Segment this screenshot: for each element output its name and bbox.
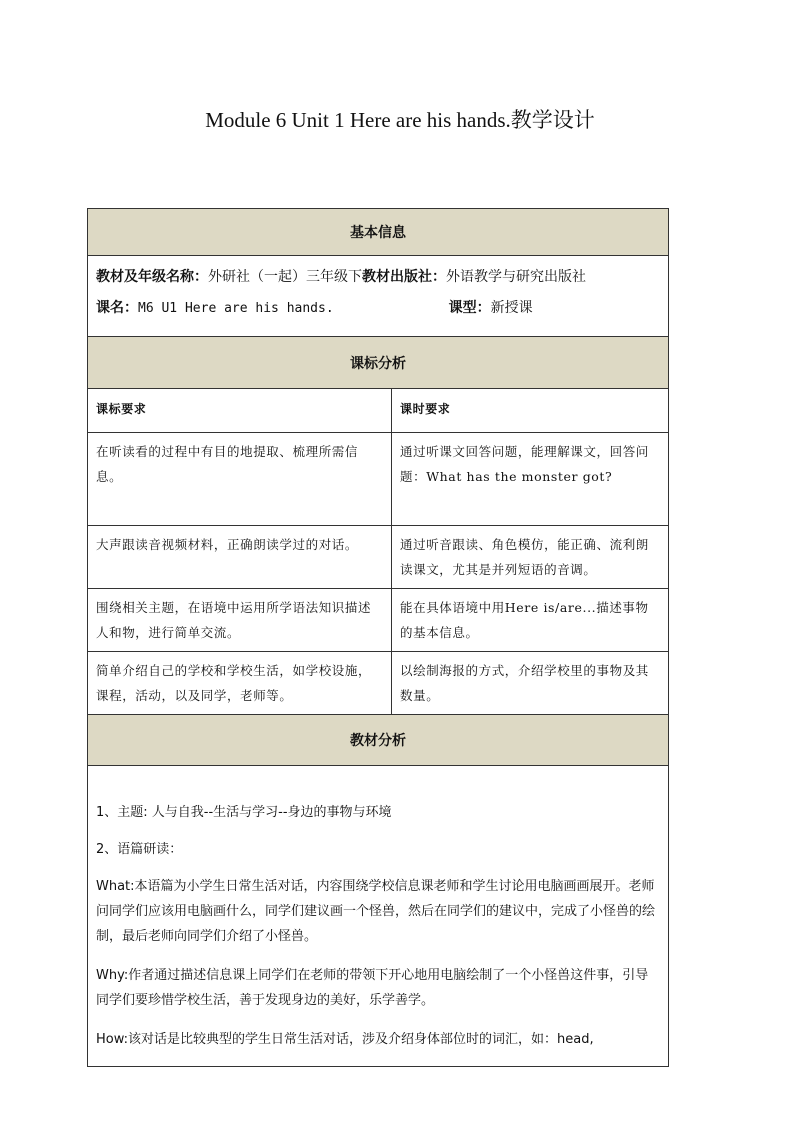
standards-col-left: 课标要求 [88,389,392,433]
material-header: 教材分析 [88,715,669,766]
document-title: Module 6 Unit 1 Here are his hands.教学设计 [205,108,595,132]
standards-col-right: 课时要求 [392,389,669,433]
standards-row-2-left: 大声跟读音视频材料，正确朗读学过的对话。 [88,526,392,589]
standards-row-3-right: 能在具体语境中用Here is/are...描述事物的基本信息。 [392,589,669,652]
material-reading: 2、语篇研读： [96,842,183,857]
standards-row-2-right: 通过听音跟读、角色模仿，能正确、流利朗读课文，尤其是并列短语的音调。 [392,526,669,589]
standards-row-4-left: 简单介绍自己的学校和学校生活，如学校设施，课程，活动，以及同学，老师等。 [88,652,392,715]
material-what [96,874,660,949]
material-theme: 1、主题: 人与自我--生活与学习--身边的事物与环境 [96,805,392,820]
material-how [96,1027,660,1052]
standards-row-1-left: 在听读看的过程中有目的地提取、梳理所需信息。 [88,433,392,526]
standards-row-1-right: 通过听课文回答问题，能理解课文，回答问题：What has the monster got? [392,433,669,526]
textbook-line [96,266,660,297]
type-label: 课型： [448,300,491,316]
publisher-label: 教材出版社： [362,269,446,285]
lesson-plan-table [87,208,669,1067]
why-label: Why: [96,968,129,983]
material-body [88,766,669,1067]
standards-row-3-left: 围绕相关主题，在语境中运用所学语法知识描述人和物，进行简单交流。 [88,589,392,652]
what-label: What: [96,879,135,894]
textbook-value: 外研社（一起）三年级下 [208,269,362,285]
standards-header: 课标分析 [88,337,669,389]
basic-info-cell [88,256,669,337]
material-why [96,963,660,1013]
basic-info-header: 基本信息 [88,209,669,256]
how-text: 该对话是比较典型的学生日常生活对话，涉及介绍身体部位时的词汇，如：head, [128,1032,594,1047]
what-text: 本语篇为小学生日常生活对话，内容围绕学校信息课老师和学生讨论用电脑画画展开。老师问同学们应该用电脑画什么，同学们建议画一个怪兽，然后在同学们的建议中，完成了小怪兽的绘制，最后老师向同学们介绍了小怪兽。 [96,879,656,944]
textbook-label: 教材及年级名称： [96,269,208,285]
publisher-value: 外语教学与研究出版社 [446,269,586,285]
course-label: 课名： [96,300,138,316]
course-line [96,297,660,328]
course-value: M6 U1 Here are his hands. [138,301,334,316]
type-value: 新授课 [490,300,533,316]
why-text: 作者通过描述信息课上同学们在老师的带领下开心地用电脑绘制了一个小怪兽这件事，引导同学们要珍惜学校生活，善于发现身边的美好，乐学善学。 [96,968,649,1008]
how-label: How: [96,1032,129,1047]
standards-row-4-right: 以绘制海报的方式，介绍学校里的事物及其数量。 [392,652,669,715]
